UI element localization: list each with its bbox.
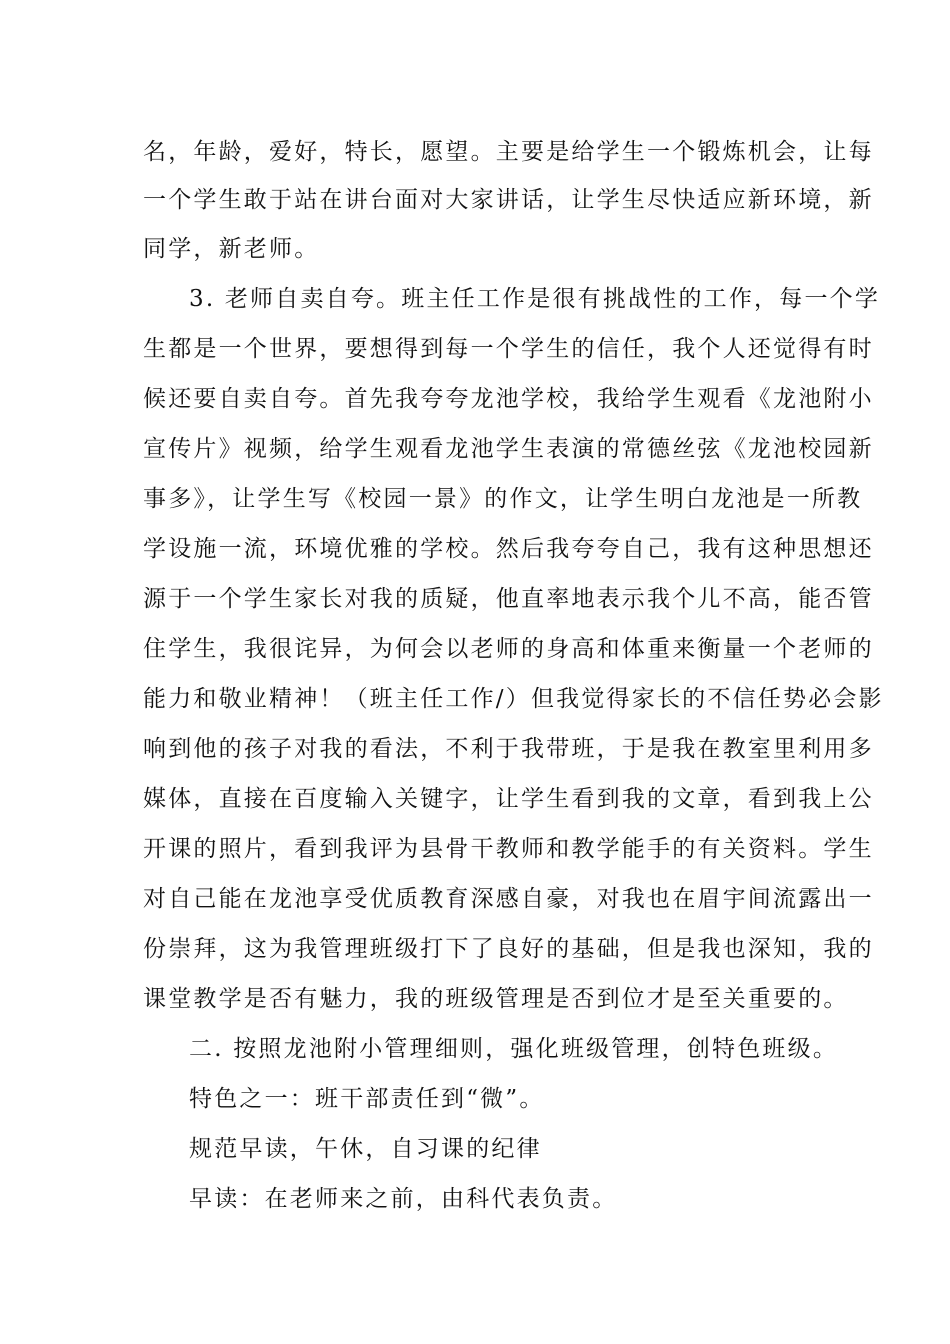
feature-heading-1: 特色之一：班干部责任到“微”。 <box>189 1086 545 1112</box>
text-line-6: 候还要自卖自夸。首先我夸夸龙池学校，我给学生观看《龙池附小 <box>143 386 874 412</box>
text-line-13: 响到他的孩子对我的看法，不利于我带班，于是我在教室里利用多 <box>143 736 874 762</box>
text-line-15: 开课的照片，看到我评为县骨干教师和教学能手的有关资料。学生 <box>143 836 874 862</box>
text-line-14: 媒体，直接在百度输入关键字，让学生看到我的文章，看到我上公 <box>143 786 874 812</box>
text-line-4: 3. 老师自卖自夸。班主任工作是很有挑战性的工作，每一个学 <box>189 286 881 312</box>
text-line-22: 早读：在老师来之前，由科代表负责。 <box>189 1186 618 1212</box>
text-line-5: 生都是一个世界，要想得到每一个学生的信任，我个人还觉得有时 <box>143 336 874 362</box>
text-line-10: 源于一个学生家长对我的质疑，他直率地表示我个儿不高，能否管 <box>143 586 874 612</box>
text-line-12: 能力和敬业精神！（班主任工作/）但我觉得家长的不信任势必会影 <box>143 686 884 712</box>
text-line-8: 事多》，让学生写《校园一景》的作文，让学生明白龙池是一所教 <box>143 486 863 512</box>
text-line-7: 宣传片》视频，给学生观看龙池学生表演的常德丝弦《龙池校园新 <box>143 436 874 462</box>
text-line-2: 一个学生敢于站在讲台面对大家讲话，让学生尽快适应新环境，新 <box>143 187 874 213</box>
section-heading-2: 二. 按照龙池附小管理细则，强化班级管理，创特色班级。 <box>189 1036 839 1062</box>
text-line-1: 名，年龄，爱好，特长，愿望。主要是给学生一个锻炼机会，让每 <box>143 139 874 165</box>
text-line-3: 同学，新老师。 <box>143 236 320 262</box>
text-line-16: 对自己能在龙池享受优质教育深感自豪，对我也在眉宇间流露出一 <box>143 886 874 912</box>
text-line-9: 学设施一流，环境优雅的学校。然后我夸夸自己，我有这种思想还 <box>143 536 874 562</box>
text-line-21: 规范早读，午休，自习课的纪律 <box>189 1136 542 1162</box>
text-line-18: 课堂教学是否有魅力，我的班级管理是否到位才是至关重要的。 <box>143 986 849 1012</box>
text-line-11: 住学生，我很诧异，为何会以老师的身高和体重来衡量一个老师的 <box>143 636 874 662</box>
text-line-17: 份崇拜，这为我管理班级打下了良好的基础，但是我也深知，我的 <box>143 936 874 962</box>
